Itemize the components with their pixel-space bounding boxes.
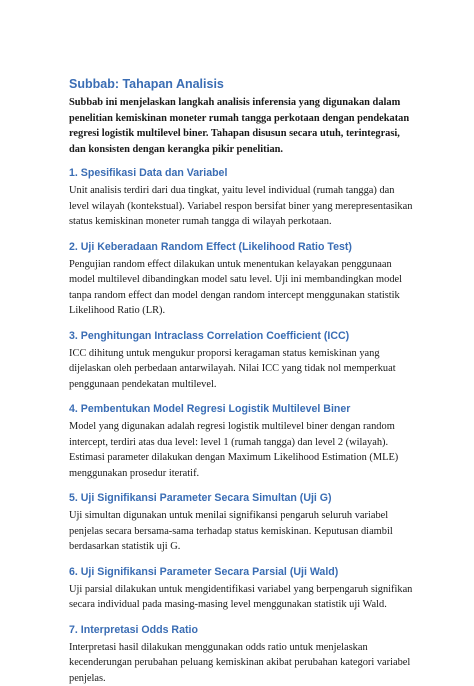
- section-heading: 3. Penghitungan Intraclass Correlation Coefficient (ICC): [69, 329, 414, 343]
- section-body: Unit analisis terdiri dari dua tingkat, yaitu level individual (rumah tangga) dan level wilayah (kontekstual). Variabel respon bersifat biner yang merepresentasikan status kemiskinan moneter rumah tangga di wilayah perkotaan.: [69, 183, 414, 230]
- section-heading: 7. Interpretasi Odds Ratio: [69, 623, 414, 637]
- section-body: ICC dihitung untuk mengukur proporsi keragaman status kemiskinan yang dijelaskan oleh perbedaan antarwilayah. Nilai ICC yang tidak nol memperkuat penggunaan pendekatan multilevel.: [69, 346, 414, 393]
- section-body: Interpretasi hasil dilakukan menggunakan odds ratio untuk menjelaskan kecenderungan perubahan peluang kemiskinan akibat perubahan kategori variabel penjelas.: [69, 640, 414, 686]
- intro-paragraph: Subbab ini menjelaskan langkah analisis inferensia yang digunakan dalam penelitian kemiskinan moneter rumah tangga perkotaan dengan pendekatan regresi logistik multilevel biner. Tahapan disusun secara utuh, terintegrasi, dan konsisten dengan kerangka pikir penelitian.: [69, 95, 414, 157]
- section-body: Pengujian random effect dilakukan untuk menentukan kelayakan penggunaan model multilevel dibandingkan model satu level. Uji ini membandingkan model tanpa random effect dan model dengan random intercept menggunakan statistik Likelihood Ratio (LR).: [69, 257, 414, 319]
- section-body: Model yang digunakan adalah regresi logistik multilevel biner dengan random intercept, terdiri atas dua level: level 1 (rumah tangga) dan level 2 (wilayah). Estimasi parameter dilakukan dengan Maximum Likelihood Estimation (MLE) menggunakan prosedur iteratif.: [69, 419, 414, 481]
- section-heading: 2. Uji Keberadaan Random Effect (Likelihood Ratio Test): [69, 240, 414, 254]
- section-heading: 1. Spesifikasi Data dan Variabel: [69, 166, 414, 180]
- section-7: [69, 623, 414, 686]
- section-5: [69, 491, 414, 555]
- section-3: [69, 329, 414, 393]
- page-title: Subbab: Tahapan Analisis: [69, 76, 414, 92]
- section-heading: 5. Uji Signifikansi Parameter Secara Simultan (Uji G): [69, 491, 414, 505]
- section-2: [69, 240, 414, 319]
- section-4: [69, 402, 414, 481]
- section-6: [69, 565, 414, 613]
- section-body: Uji parsial dilakukan untuk mengidentifikasi variabel yang berpengaruh signifikan secara individual pada masing-masing level menggunakan statistik uji Wald.: [69, 582, 414, 613]
- section-heading: 6. Uji Signifikansi Parameter Secara Parsial (Uji Wald): [69, 565, 414, 579]
- section-heading: 4. Pembentukan Model Regresi Logistik Multilevel Biner: [69, 402, 414, 416]
- section-1: [69, 166, 414, 230]
- section-body: Uji simultan digunakan untuk menilai signifikansi pengaruh seluruh variabel penjelas secara bersama-sama terhadap status kemiskinan. Keputusan diambil berdasarkan statistik uji G.: [69, 508, 414, 555]
